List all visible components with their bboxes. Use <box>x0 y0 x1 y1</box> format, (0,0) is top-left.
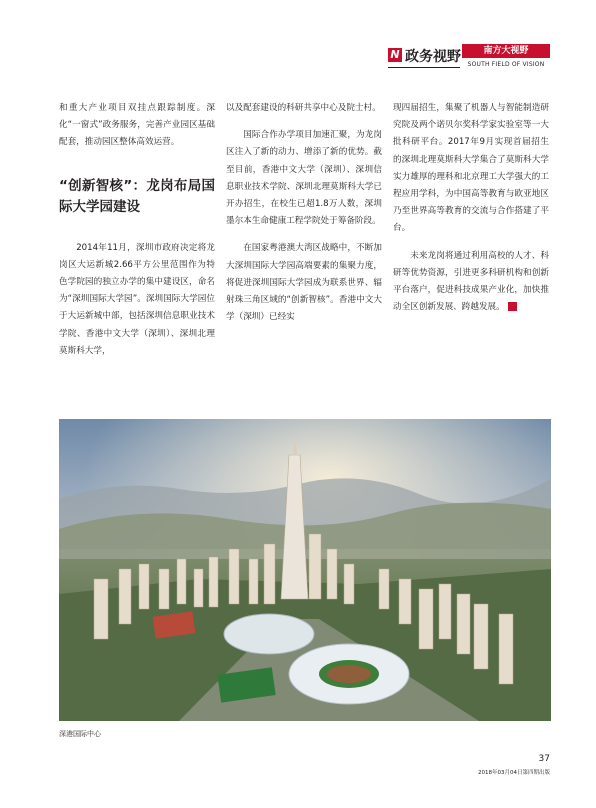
column-title: 政务视野 <box>405 49 461 65</box>
brand-label: 南方大视野 <box>462 44 550 58</box>
brand-english-label: SOUTH FIELD OF VISION <box>467 61 545 68</box>
issue-info: 2018年03月04日第四期出版 <box>478 770 550 776</box>
paragraph: 和重大产业项目双挂点跟踪制度。深化“一窗式”政务服务，完善产业园区基础配套，推动园区整体高效运营。 <box>59 103 215 148</box>
paragraph: 国际合作办学项目加速汇聚，为龙岗区注入了新的动力、增添了新的优势。截至目前，香港中文大学（深圳）、深圳信息职业技术学院、深圳北理莫斯科大学已开办招生，在校生已超1.8万人数，深圳墨尔本生命健康工程学院处于筹备阶段。 <box>226 130 382 227</box>
paragraph: 以及配套建设的科研共享中心及院士村。 <box>226 103 381 113</box>
paragraph-text: 未来龙岗将通过利用高校的人才、科研等优势资源，引进更多科研机构和创新平台落户，促进科技成果产业化，加快推动全区创新发展、跨越发展。 <box>393 250 549 313</box>
aerial-city-photo <box>59 419 551 721</box>
paragraph: 在国家粤港澳大湾区战略中，不断加大深圳国际大学园高端要素的集聚力度，将促进深圳国际大学园成为联系世界、辐射珠三角区域的“创新智核”。香港中文大学（深圳）已经实 <box>226 243 382 323</box>
paragraph <box>393 248 549 317</box>
photo-caption: 深港国际中心 <box>59 730 101 738</box>
header-rule <box>388 67 460 68</box>
paragraph: 现四届招生，集聚了机器人与智能制造研究院及两个诺贝尔奖科学家实验室等一大批科研平台。2017年9月实现首届招生的深圳北理莫斯科大学集合了莫斯科大学实力雄厚的理科和北京理工大学强大的工程应用学科，为中国高等教育与欧亚地区乃至世界高等教育的交流与合作搭建了平台。 <box>393 103 549 234</box>
article-column-3 <box>393 100 549 316</box>
article-column-2 <box>226 100 382 326</box>
paragraph: 2014年11月，深圳市政府决定将龙岗区大运新城2.66平方公里范围作为特色学院园的独立办学的集中建设区，命名为“深圳国际大学园”。深圳国际大学园位于大运新城中部，包括深圳信息职业技术学院、香港中文大学（深圳）、深圳北理莫斯科大学， <box>59 242 215 356</box>
page-number: 37 <box>538 754 550 764</box>
magazine-logo: N <box>388 48 402 62</box>
page-header <box>388 44 552 78</box>
end-mark-icon: N <box>508 302 517 311</box>
section-heading: “创新智核”：龙岗布局国际大学园建设 <box>59 177 215 215</box>
article-column-1 <box>59 100 215 360</box>
